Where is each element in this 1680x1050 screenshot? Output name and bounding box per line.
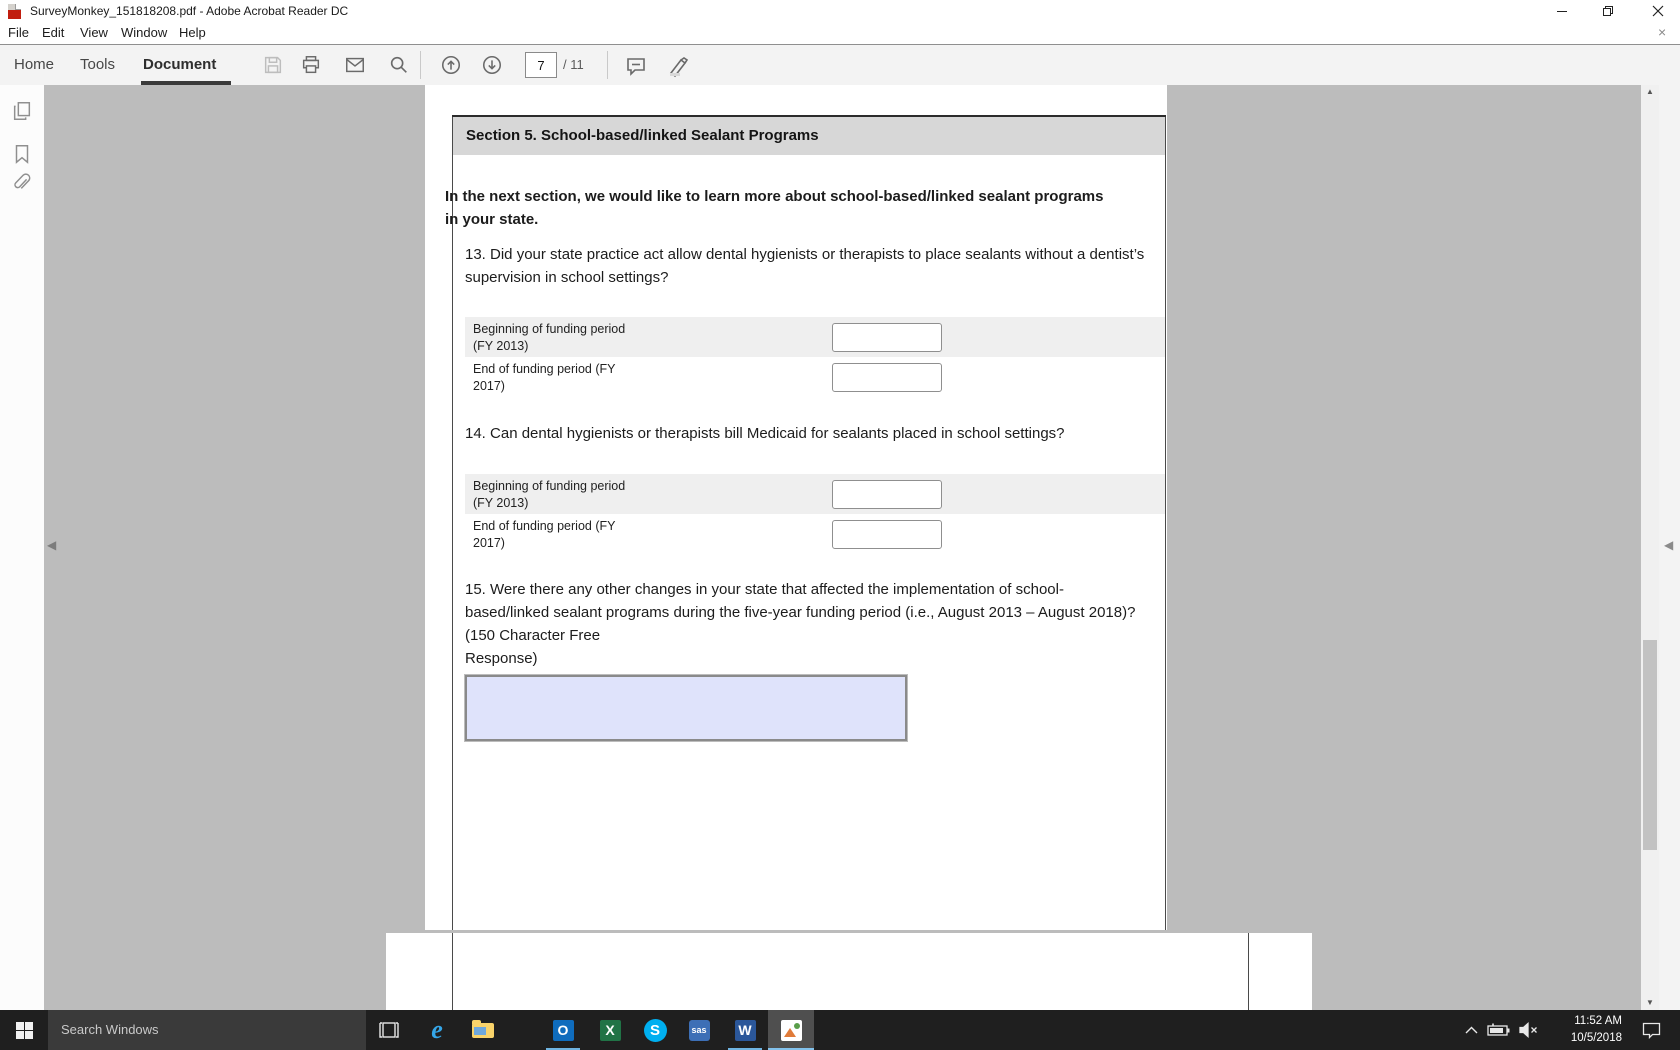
response-input[interactable]: [832, 480, 942, 509]
restore-icon: [1602, 5, 1614, 17]
document-viewport[interactable]: [44, 85, 1641, 1010]
outlook-icon: O: [553, 1020, 574, 1041]
taskbar-app-skype[interactable]: [632, 1010, 678, 1050]
tab-document[interactable]: Document: [143, 56, 217, 73]
acrobat-icon: [781, 1020, 802, 1041]
page-number-input[interactable]: [525, 52, 557, 78]
word-icon: W: [735, 1020, 756, 1041]
attachments-icon[interactable]: [11, 173, 33, 195]
row-label: Beginning of funding period (FY 2013): [473, 322, 626, 353]
close-document-icon[interactable]: ×: [1658, 24, 1667, 40]
internet-explorer-icon: e: [431, 1015, 443, 1044]
tools-pane-collapsed: [1659, 85, 1680, 1010]
menu-bar: [0, 22, 1680, 45]
tray-overflow-chevron-icon[interactable]: [1458, 1010, 1484, 1050]
toolbar-separator: [420, 51, 421, 79]
sas-icon: sas: [689, 1020, 710, 1041]
page-thumbnails-icon[interactable]: [11, 100, 33, 122]
taskbar-app-acrobat-active[interactable]: [768, 1010, 814, 1050]
action-center-icon[interactable]: [1638, 1010, 1664, 1050]
row-label: Beginning of funding period (FY 2013): [473, 479, 626, 510]
scroll-up-icon[interactable]: ▲: [1646, 87, 1654, 96]
vertical-scrollbar[interactable]: [1641, 85, 1659, 1010]
question-14-table: [465, 474, 1165, 554]
close-button[interactable]: [1635, 0, 1680, 22]
start-button[interactable]: [0, 1010, 48, 1050]
taskbar-app-file-explorer[interactable]: [460, 1010, 506, 1050]
search-icon[interactable]: [388, 54, 410, 76]
menu-edit[interactable]: Edit: [42, 25, 65, 40]
next-page-icon[interactable]: [481, 54, 503, 76]
free-response-textarea[interactable]: [465, 675, 907, 741]
clock-date: 10/5/2018: [1570, 1032, 1622, 1044]
previous-page-icon[interactable]: [440, 54, 462, 76]
taskbar-search-input[interactable]: [48, 1010, 366, 1050]
highlighter-icon[interactable]: [666, 54, 688, 76]
taskbar-app-sas[interactable]: [676, 1010, 722, 1050]
taskbar-app-excel[interactable]: [587, 1010, 633, 1050]
question-13-text: 13. Did your state practice act allow dental hygienists or therapists to place sealants without a dentist’s supervision in school settings?: [465, 246, 1145, 286]
response-input[interactable]: [832, 520, 942, 549]
toolbar-separator: [607, 51, 608, 79]
section-header: Section 5. School-based/linked Sealant Programs: [453, 117, 1165, 155]
intro-paragraph: In the next section, we would like to learn more about school-based/linked sealant programs in your state.: [445, 188, 1104, 228]
question-15-text-2: Response): [465, 650, 538, 667]
taskbar-clock[interactable]: [1548, 1013, 1622, 1047]
response-input[interactable]: [832, 323, 942, 352]
table-row: [465, 474, 1165, 514]
toolbar: [0, 45, 1680, 86]
question-15-text: 15. Were there any other changes in your state that affected the implementation of school-based/linked sealant programs during the five-year funding period (i.e., August 2013 – August 2018)? (150 Character Free: [465, 581, 1136, 644]
file-explorer-icon: [472, 1023, 494, 1038]
left-pane-toggle-icon[interactable]: ◀: [47, 538, 57, 552]
save-icon[interactable]: [262, 54, 284, 76]
menu-help[interactable]: Help: [179, 25, 206, 40]
menu-view[interactable]: View: [80, 25, 108, 40]
table-row: [465, 317, 1165, 357]
scroll-down-icon[interactable]: ▼: [1646, 998, 1654, 1007]
question-14-text: 14. Can dental hygienists or therapists bill Medicaid for sealants placed in school settings?: [465, 425, 1065, 442]
table-row: [465, 357, 1165, 397]
window-title: SurveyMonkey_151818208.pdf - Adobe Acrobat Reader DC: [30, 4, 349, 18]
taskbar: [0, 1010, 1680, 1050]
clock-time: 11:52 AM: [1574, 1015, 1622, 1027]
title-bar: [0, 0, 1680, 22]
menu-file[interactable]: File: [8, 25, 29, 40]
response-input[interactable]: [832, 363, 942, 392]
battery-icon[interactable]: [1486, 1010, 1512, 1050]
question-13-table: [465, 317, 1165, 397]
tab-tools[interactable]: Tools: [80, 56, 116, 73]
close-icon: [1652, 5, 1664, 17]
menu-window[interactable]: Window: [121, 25, 168, 40]
form-left-border: [452, 117, 453, 930]
pdf-page-7: [425, 85, 1167, 930]
table-row: [465, 514, 1165, 554]
email-icon[interactable]: [344, 54, 366, 76]
taskbar-app-word[interactable]: [722, 1010, 768, 1050]
form-right-border: [1248, 933, 1249, 1010]
windows-logo-icon: [16, 1022, 33, 1039]
volume-muted-icon[interactable]: [1516, 1010, 1542, 1050]
tab-home[interactable]: Home: [14, 56, 55, 73]
minimize-button[interactable]: [1543, 0, 1581, 22]
excel-icon: X: [600, 1020, 621, 1041]
search-placeholder: Search Windows: [61, 1022, 159, 1037]
navigation-rail: [0, 85, 45, 1010]
form-left-border: [452, 933, 453, 1010]
right-pane-toggle-icon[interactable]: ◀: [1664, 538, 1674, 552]
taskbar-app-internet-explorer[interactable]: [414, 1010, 460, 1050]
restore-button[interactable]: [1589, 0, 1627, 22]
task-view-button[interactable]: [366, 1010, 412, 1050]
pdf-page-8: [386, 933, 1312, 1010]
page-total-label: / 11: [563, 57, 584, 72]
row-label: End of funding period (FY 2017): [473, 362, 616, 393]
scrollbar-thumb[interactable]: [1643, 640, 1657, 850]
comment-icon[interactable]: [624, 54, 646, 76]
skype-icon: S: [644, 1019, 667, 1042]
pdf-file-icon: [8, 4, 21, 19]
bookmarks-icon[interactable]: [11, 143, 33, 165]
print-icon[interactable]: [300, 54, 322, 76]
row-label: End of funding period (FY 2017): [473, 519, 616, 550]
taskbar-app-outlook[interactable]: [540, 1010, 586, 1050]
form-right-border: [1165, 117, 1166, 930]
